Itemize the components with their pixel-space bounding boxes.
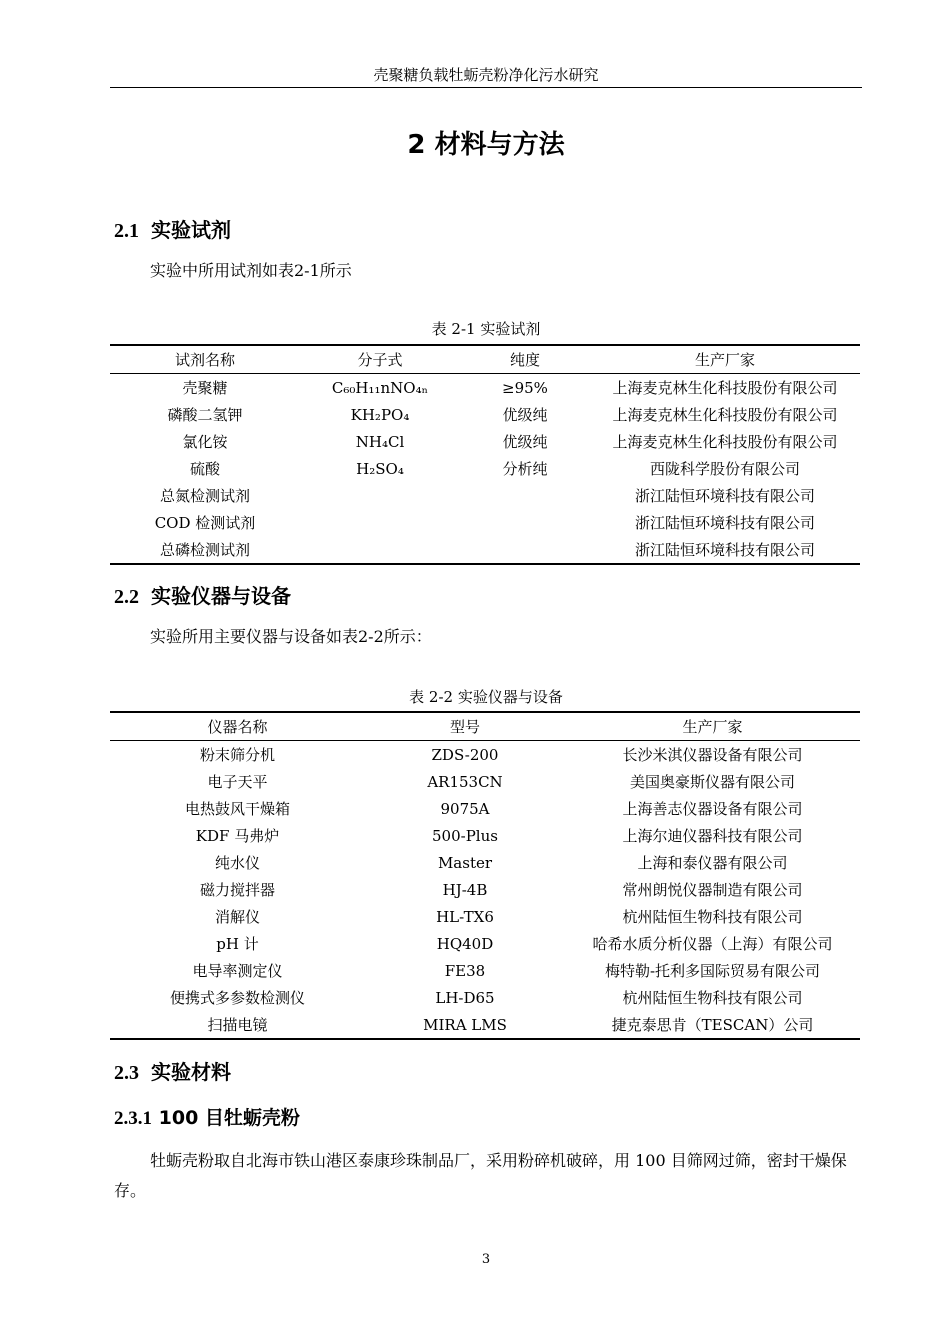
column-header: 型号 [365,712,565,741]
table-header-row [110,345,860,374]
table-row [110,401,860,428]
reagent-formula [300,536,460,564]
column-header: 分子式 [300,345,460,374]
reagent-manufacturer: 浙江陆恒环境科技有限公司 [634,487,815,505]
table-row [110,795,860,822]
reagent-manufacturer: 浙江陆恒环境科技有限公司 [590,536,860,564]
table-row [110,741,860,769]
instrument-model: Master [437,853,493,872]
subsection-title: 100 目牡蛎壳粉 [158,1107,300,1129]
column-header: 纯度 [460,345,590,374]
table-row [110,509,860,536]
instrument-manufacturer: 常州朗悦仪器制造有限公司 [622,881,803,899]
reagent-manufacturer: 上海麦克林生化科技股份有限公司 [612,379,838,397]
section-title: 实验仪器与设备 [151,584,291,608]
reagent-formula [300,482,460,509]
instrument-model: LH-D65 [435,988,495,1007]
instrument-manufacturer: 长沙米淇仪器设备有限公司 [622,746,803,764]
table-row [110,536,860,564]
instrument-manufacturer: 哈希水质分析仪器（上海）有限公司 [592,935,833,953]
reagent-formula [300,509,460,536]
instrument-name: 电热鼓风干燥箱 [184,800,290,818]
table-caption-2-1: 表 2-1 实验试剂 [431,320,541,338]
reagent-name: 磷酸二氢钾 [167,406,243,424]
column-header: 生产厂家 [565,712,860,741]
reagent-purity: 优级纯 [502,406,548,424]
reagent-manufacturer: 西陇科学股份有限公司 [649,460,800,478]
instrument-model: 9075A [440,799,490,818]
instrument-manufacturer: 捷克泰思肯（TESCAN）公司 [565,1011,860,1039]
instrument-name: 电导率测定仪 [192,962,283,980]
header-rule [110,87,862,88]
reagent-purity [460,509,590,536]
reagent-name: 硫酸 [189,460,220,478]
reagent-manufacturer: 浙江陆恒环境科技有限公司 [634,514,815,532]
table-row [110,957,860,984]
instrument-name: 电子天平 [207,773,268,791]
instrument-model: MIRA LMS [365,1011,565,1039]
chapter-title: 2 材料与方法 [407,130,565,160]
reagent-purity: ≥95% [502,378,548,397]
reagent-name: 总磷检测试剂 [110,536,300,564]
instrument-model: HQ40D [436,934,494,953]
instrument-model: 500-Plus [432,826,498,845]
section-intro-2-2: 实验所用主要仪器与设备如表2-2所示： [150,627,432,646]
instrument-name: KDF 马弗炉 [195,827,280,845]
instrument-model: HL-TX6 [436,907,494,926]
instrument-model: ZDS-200 [431,745,499,764]
instrument-model: AR153CN [427,772,503,791]
reagent-formula: KH₂PO₄ [350,405,410,424]
table-caption-2-2: 表 2-2 实验仪器与设备 [409,688,563,706]
section-title: 实验材料 [151,1060,231,1084]
column-header: 仪器名称 [110,712,365,741]
instrument-name: 消解仪 [214,908,260,926]
table-row [110,455,860,482]
reagents-table [110,344,860,565]
page-number: 3 [481,1252,491,1267]
table-row [110,822,860,849]
instrument-manufacturer: 上海善志仪器设备有限公司 [622,800,803,818]
subsection-heading-2-3-1 [114,1103,300,1130]
section-heading-2-2 [114,580,291,609]
instrument-name: 便携式多参数检测仪 [169,989,305,1007]
reagent-purity: 优级纯 [502,433,548,451]
table-row [110,984,860,1011]
column-header: 试剂名称 [110,345,300,374]
table-row [110,930,860,957]
section-number: 2.2 [114,586,139,608]
table-header-row [110,712,860,741]
running-header: 壳聚糖负载牡蛎壳粉净化污水研究 [373,66,599,84]
instrument-model: HJ-4B [442,880,488,899]
instrument-manufacturer: 杭州陆恒生物科技有限公司 [622,989,803,1007]
instrument-manufacturer: 上海和泰仪器有限公司 [637,854,788,872]
body-paragraph: 牡蛎壳粉取自北海市铁山港区泰康珍珠制品厂，采用粉碎机破碎，用 100 目筛网过筛，密封干燥保存。 [114,1151,847,1200]
instrument-manufacturer: 梅特勒-托利多国际贸易有限公司 [604,962,821,980]
reagent-formula: H₂SO₄ [356,459,404,478]
table-row [110,428,860,455]
instrument-name: 扫描电镜 [110,1011,365,1039]
reagent-manufacturer: 上海麦克林生化科技股份有限公司 [612,433,838,451]
section-intro-2-1: 实验中所用试剂如表2-1所示 [150,261,352,280]
reagent-manufacturer: 上海麦克林生化科技股份有限公司 [612,406,838,424]
reagent-name: 总氮检测试剂 [159,487,250,505]
subsection-number: 2.3.1 [114,1108,152,1129]
instrument-manufacturer: 美国奥豪斯仪器有限公司 [629,773,795,791]
section-heading-2-3 [114,1056,231,1085]
table-row [110,374,860,402]
reagent-name: 氯化铵 [182,433,228,451]
reagent-formula: C₆₀H₁₁nNO₄ₙ [331,378,429,397]
reagent-purity [460,482,590,509]
table-row [110,482,860,509]
instrument-manufacturer: 杭州陆恒生物科技有限公司 [622,908,803,926]
reagent-name: 壳聚糖 [182,379,228,397]
section-number: 2.3 [114,1062,139,1084]
table-row [110,1011,860,1039]
reagent-purity: 分析纯 [502,460,548,478]
instrument-name: 粉末筛分机 [199,746,275,764]
instrument-name: 纯水仪 [214,854,260,872]
table-row [110,903,860,930]
instrument-name: 磁力搅拌器 [199,881,275,899]
reagent-purity [460,536,590,564]
table-row [110,849,860,876]
table-row [110,768,860,795]
instrument-manufacturer: 上海尔迪仪器科技有限公司 [622,827,803,845]
reagent-formula: NH₄Cl [355,432,405,451]
instrument-name: pH 计 [216,935,259,953]
section-number: 2.1 [114,220,139,242]
section-title: 实验试剂 [151,218,231,242]
column-header: 生产厂家 [590,345,860,374]
section-heading-2-1 [114,214,231,243]
table-row [110,876,860,903]
instruments-table [110,711,860,1040]
reagent-name: COD 检测试剂 [154,514,256,532]
instrument-model: FE38 [444,961,486,980]
